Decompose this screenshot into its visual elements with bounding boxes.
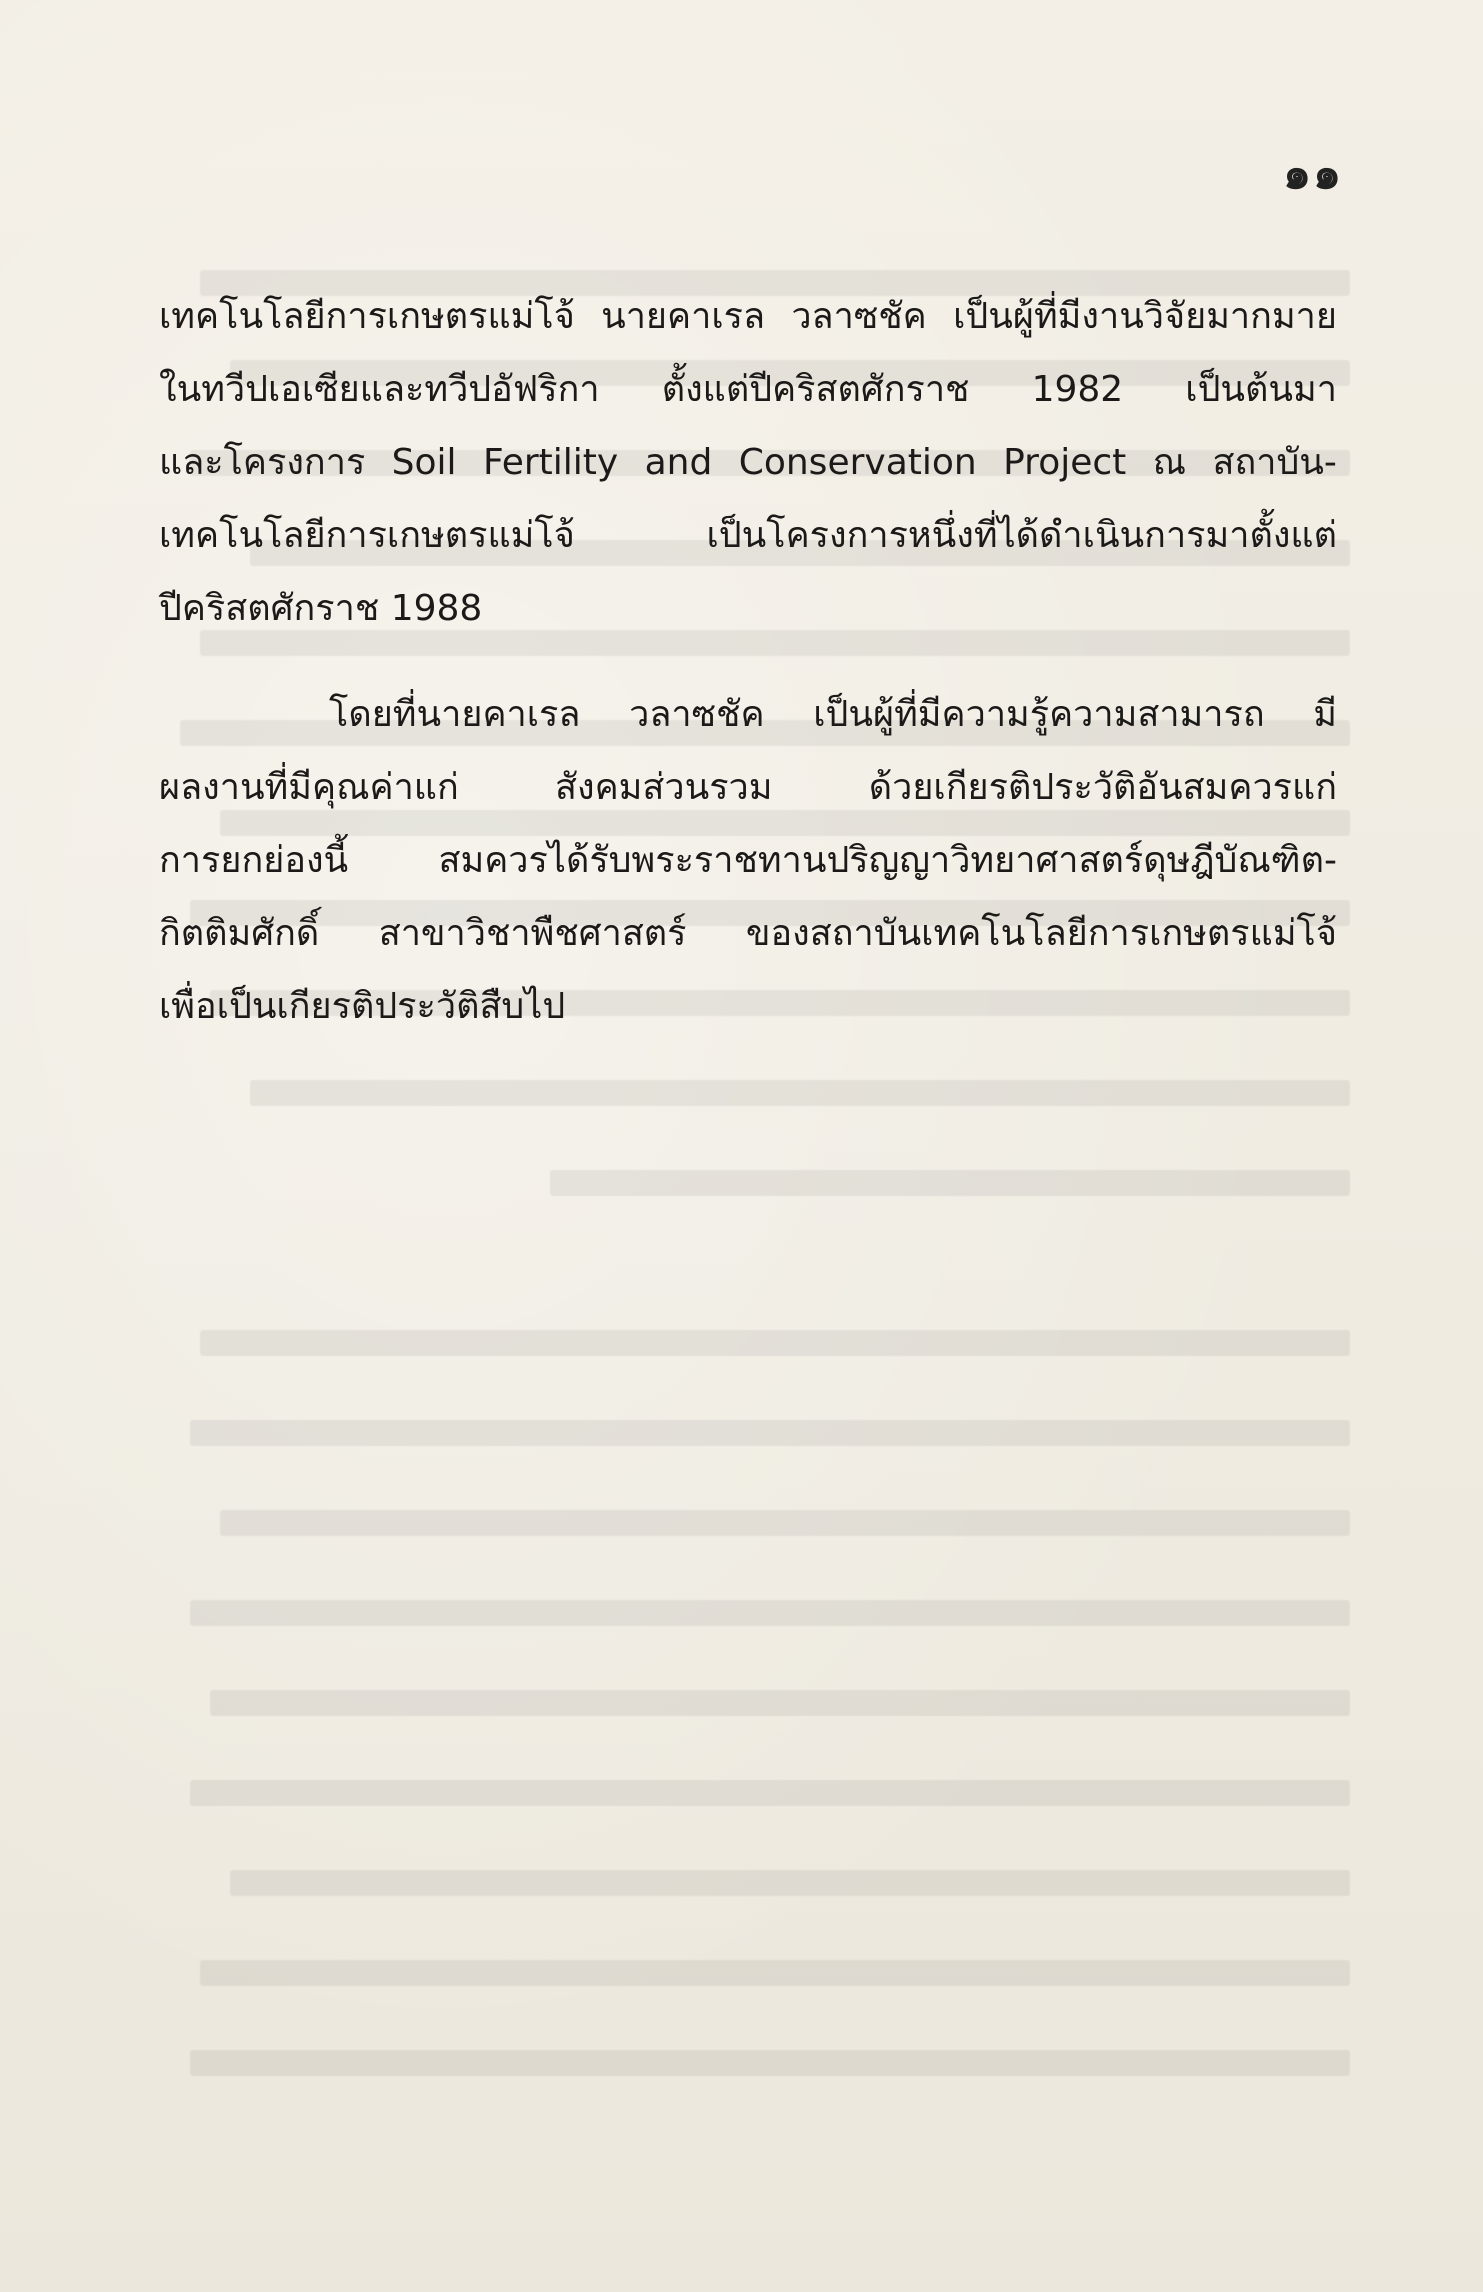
text-segment: สังคมส่วนรวม [555, 767, 773, 808]
text-segment: วลาซชัค [791, 296, 927, 337]
text-segment: เป็นต้นมา [1185, 369, 1337, 410]
text-line [159, 678, 1337, 751]
text-segment: เทคโนโลยีการเกษตรแม่โจ้ [159, 515, 575, 556]
text-segment: Conservation [738, 442, 977, 483]
text-segment: ณ [1152, 442, 1187, 483]
text-segment: and [644, 442, 713, 483]
body-text [159, 280, 1337, 1043]
text-line [159, 824, 1337, 897]
text-segment: มี [1313, 694, 1337, 735]
text-segment: และโครงการ [159, 442, 366, 483]
page-number: ๑๑ [1283, 148, 1343, 199]
paragraph [159, 678, 1337, 1043]
text-segment: เพื่อเป็นเกียรติประวัติสืบไป [159, 986, 566, 1027]
text-segment: ด้วยเกียรติประวัติอันสมควรแก่ [868, 767, 1337, 808]
text-segment: กิตติมศักดิ์ [159, 913, 320, 954]
text-segment: โดยที่นายคาเรล [329, 694, 581, 735]
text-line [159, 499, 1337, 572]
text-line [159, 280, 1337, 353]
text-segment: เป็นโครงการหนึ่งที่ได้ดำเนินการมาตั้งแต่ [706, 515, 1337, 556]
text-segment: ผลงานที่มีคุณค่าแก่ [159, 767, 459, 808]
text-line [159, 572, 1337, 645]
text-segment: ของสถาบันเทคโนโลยีการเกษตรแม่โจ้ [745, 913, 1337, 954]
text-segment: Project [1003, 442, 1127, 483]
text-segment: เป็นผู้ที่มีความรู้ความสามารถ [813, 694, 1265, 735]
text-line [159, 353, 1337, 426]
text-segment: 1982 [1031, 369, 1124, 410]
text-line [159, 751, 1337, 824]
text-segment: นายคาเรล [601, 296, 766, 337]
text-segment: ในทวีปเอเซียและทวีปอัฟริกา [159, 369, 600, 410]
text-segment: สมควรได้รับพระราชทานปริญญาวิทยาศาสตร์ดุษฎีบัณฑิต- [438, 840, 1337, 881]
text-line [159, 897, 1337, 970]
text-segment: วลาซชัค [629, 694, 765, 735]
paragraph [159, 280, 1337, 645]
text-segment: Soil [391, 442, 457, 483]
text-segment: ปีคริสตศักราช 1988 [159, 588, 483, 629]
text-segment: Fertility [482, 442, 619, 483]
text-segment: สาขาวิชาพืชศาสตร์ [378, 913, 687, 954]
text-segment: เป็นผู้ที่มีงานวิจัยมากมาย [953, 296, 1337, 337]
text-segment: ตั้งแต่ปีคริสตศักราช [661, 369, 970, 410]
text-segment: เทคโนโลยีการเกษตรแม่โจ้ [159, 296, 575, 337]
text-line [159, 426, 1337, 499]
text-segment: สถาบัน- [1212, 442, 1337, 483]
text-segment: การยกย่องนี้ [159, 840, 349, 881]
text-line [159, 970, 1337, 1043]
